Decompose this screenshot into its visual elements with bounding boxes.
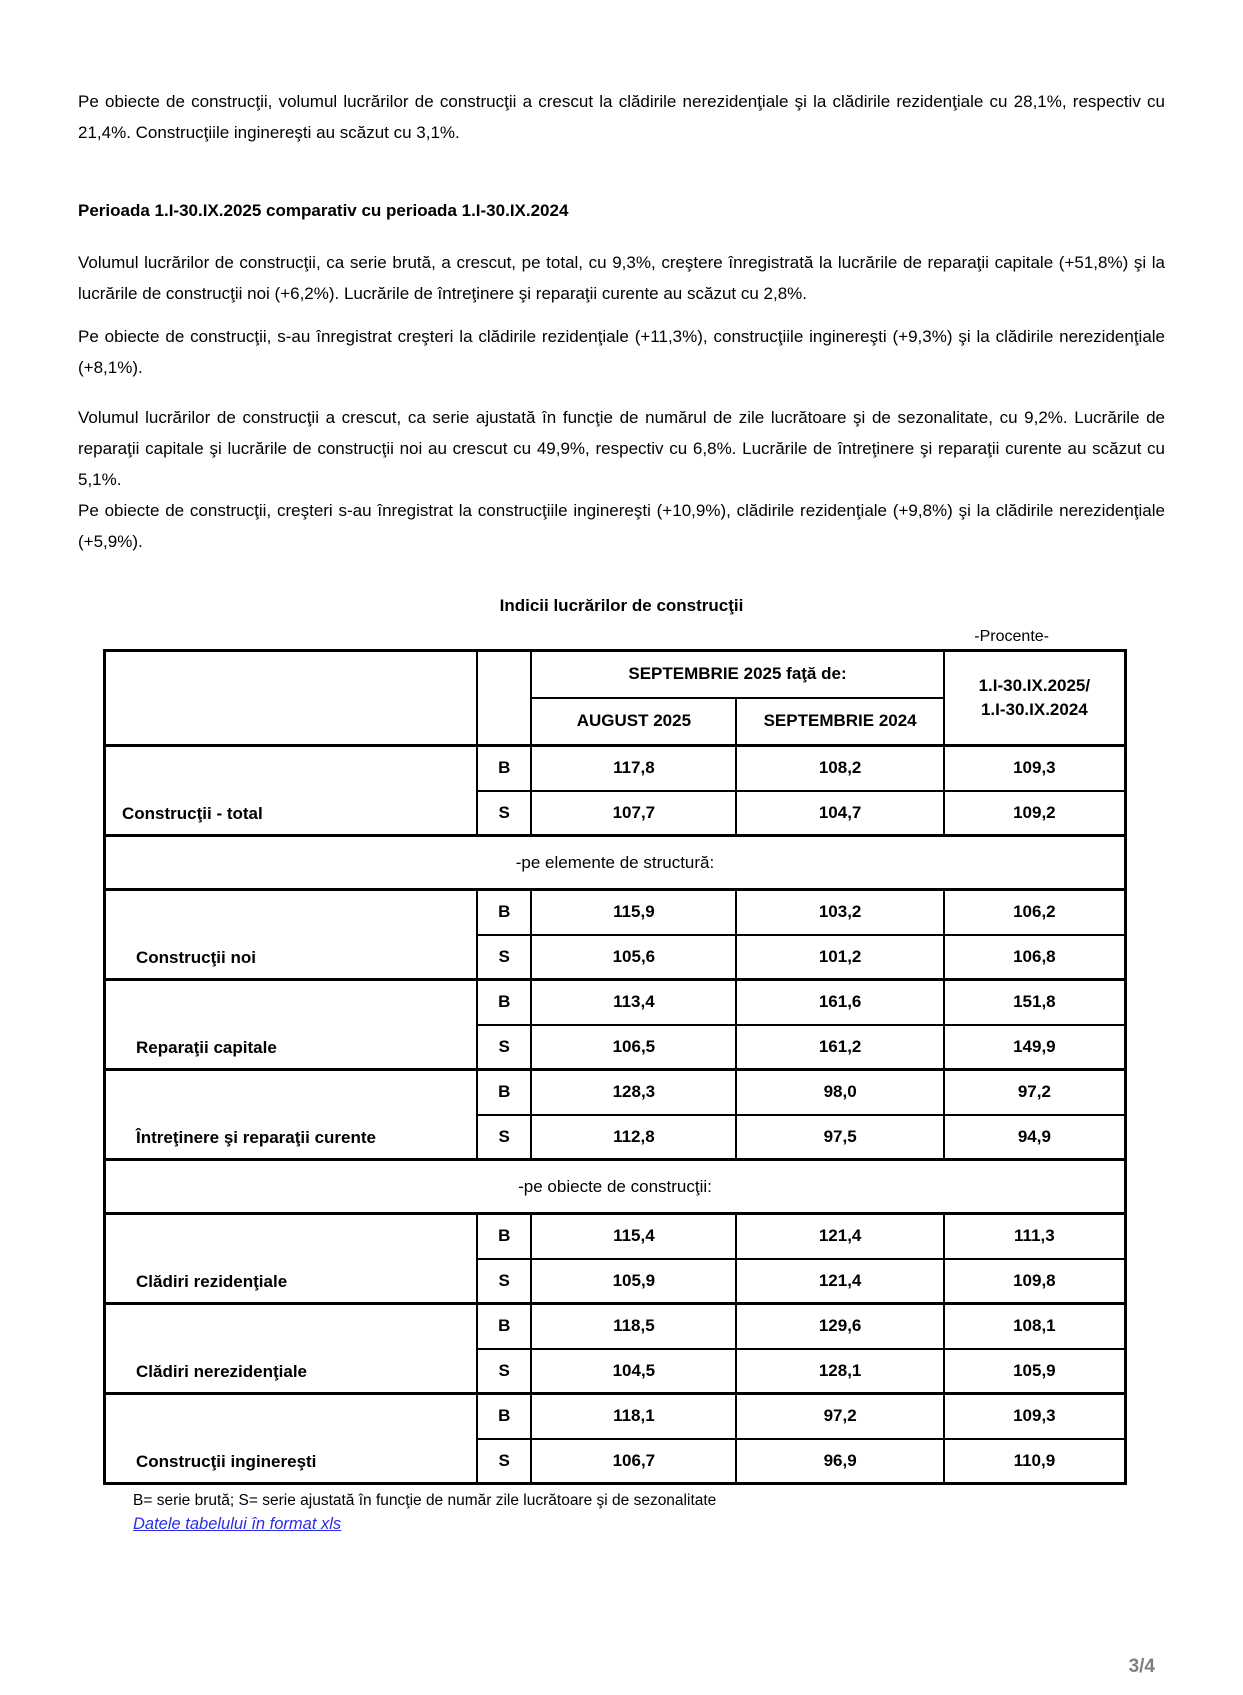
- value-cell: 149,9: [944, 1025, 1126, 1070]
- value-cell: 109,2: [944, 791, 1126, 836]
- value-cell: 106,5: [531, 1025, 736, 1070]
- series-code-s: S: [477, 1259, 531, 1304]
- unit-label: -Procente-: [974, 628, 1049, 645]
- paragraph-gross-series: Volumul lucrărilor de construcţii, ca serie brută, a crescut, pe total, cu 9,3%, creştere înregistrată la lucrările de reparaţii capitale (+51,8%) şi la lucrările de construcţii noi (+6,2%). Lucrările de întreţinere şi reparaţii curente au scăzut cu 2,8%.: [78, 253, 1165, 303]
- series-code-b: B: [477, 980, 531, 1025]
- paragraph-adjusted-series: Volumul lucrărilor de construcţii a crescut, ca serie ajustată în funcţie de numărul de zile lucrătoare şi de sezonalitate, cu 9,2%. Lucrările de reparaţii capitale şi lucrările de construcţii noi au crescut cu 49,9%, respectiv cu 6,8%. Lucrările de întreţinere şi reparaţii curente au scăzut cu 5,1%.: [78, 408, 1165, 489]
- row-label-new: Construcţii noi: [105, 890, 478, 980]
- series-code-s: S: [477, 935, 531, 980]
- header-period-line1: 1.I-30.IX.2025/: [978, 676, 1091, 695]
- value-cell: 115,4: [531, 1214, 736, 1259]
- table-wrapper: [103, 627, 1127, 1485]
- value-cell: 97,2: [736, 1394, 943, 1439]
- header-september-cell: SEPTEMBRIE 2024: [736, 698, 943, 746]
- series-code-s: S: [477, 1349, 531, 1394]
- value-cell: 97,5: [736, 1115, 943, 1160]
- row-label-capital-repairs: Reparaţii capitale: [105, 980, 478, 1070]
- paragraph-objects-gross: Pe obiecte de construcţii, s-au înregistrat creşteri la clădirile rezidenţiale (+11,3%), construcţiile inginereşti (+9,3%) şi la clădirile nerezidenţiale (+8,1%).: [78, 327, 1165, 377]
- paragraph-month-objects: Pe obiecte de construcţii, volumul lucrărilor de construcţii a crescut la clădirile nerezidenţiale şi la clădirile rezidenţiale cu 28,1%, respectiv cu 21,4%. Construcţiile inginereşti au scăzut cu 3,1%.: [78, 92, 1165, 142]
- xls-link[interactable]: Datele tabelului în format xls: [133, 1515, 342, 1533]
- value-cell: 106,7: [531, 1439, 736, 1484]
- value-cell: 108,2: [736, 746, 943, 791]
- value-cell: 111,3: [944, 1214, 1126, 1259]
- value-cell: 106,2: [944, 890, 1126, 935]
- value-cell: 109,3: [944, 1394, 1126, 1439]
- header-period-line2: 1.I-30.IX.2024: [980, 700, 1088, 719]
- series-code-b: B: [477, 1394, 531, 1439]
- header-empty-label-cell: [105, 651, 478, 746]
- series-code-b: B: [477, 1070, 531, 1115]
- paragraph-objects-adjusted: Pe obiecte de construcţii, creşteri s-au înregistrat la construcţiile inginereşti (+10,9%), clădirile rezidenţiale (+9,8%) şi la clădirile nerezidenţiale (+5,9%).: [78, 501, 1165, 551]
- series-code-b: B: [477, 1304, 531, 1349]
- value-cell: 94,9: [944, 1115, 1126, 1160]
- section-row-structure: -pe elemente de structură:: [105, 836, 1126, 890]
- value-cell: 121,4: [736, 1214, 943, 1259]
- value-cell: 98,0: [736, 1070, 943, 1115]
- value-cell: 115,9: [531, 890, 736, 935]
- table-title: Indicii lucrărilor de construcţii: [499, 596, 744, 615]
- row-label-civil-engineering: Construcţii inginereşti: [105, 1394, 478, 1484]
- section-row-objects: -pe obiecte de construcţii:: [105, 1160, 1126, 1214]
- value-cell: 121,4: [736, 1259, 943, 1304]
- value-cell: 161,2: [736, 1025, 943, 1070]
- value-cell: 109,8: [944, 1259, 1126, 1304]
- header-span-cell: SEPTEMBRIE 2025 faţă de:: [531, 651, 943, 698]
- series-code-b: B: [477, 890, 531, 935]
- table-footnote: B= serie brută; S= serie ajustată în funcţie de număr zile lucrătoare şi de sezonalitate: [133, 1492, 717, 1509]
- row-label-nonresidential: Clădiri nerezidenţiale: [105, 1304, 478, 1394]
- series-code-b: B: [477, 1214, 531, 1259]
- series-code-s: S: [477, 1025, 531, 1070]
- value-cell: 97,2: [944, 1070, 1126, 1115]
- value-cell: 161,6: [736, 980, 943, 1025]
- value-cell: 101,2: [736, 935, 943, 980]
- value-cell: 118,1: [531, 1394, 736, 1439]
- value-cell: 129,6: [736, 1304, 943, 1349]
- body-text: [78, 86, 1165, 557]
- value-cell: 112,8: [531, 1115, 736, 1160]
- value-cell: 96,9: [736, 1439, 943, 1484]
- row-label-total: Construcţii - total: [105, 746, 478, 836]
- value-cell: 104,7: [736, 791, 943, 836]
- header-period-cell: [944, 651, 1126, 746]
- construction-indices-table: [103, 649, 1127, 1485]
- value-cell: 128,3: [531, 1070, 736, 1115]
- series-code-s: S: [477, 1115, 531, 1160]
- value-cell: 108,1: [944, 1304, 1126, 1349]
- value-cell: 105,9: [944, 1349, 1126, 1394]
- value-cell: 109,3: [944, 746, 1126, 791]
- series-code-b: B: [477, 746, 531, 791]
- series-code-s: S: [477, 791, 531, 836]
- value-cell: 105,6: [531, 935, 736, 980]
- value-cell: 128,1: [736, 1349, 943, 1394]
- value-cell: 110,9: [944, 1439, 1126, 1484]
- period-heading: Perioada 1.I-30.IX.2025 comparativ cu perioada 1.I-30.IX.2024: [78, 201, 569, 220]
- value-cell: 151,8: [944, 980, 1126, 1025]
- row-label-maintenance: Întreţinere şi reparaţii curente: [105, 1070, 478, 1160]
- row-label-residential: Clădiri rezidenţiale: [105, 1214, 478, 1304]
- header-empty-code-cell: [477, 651, 531, 746]
- value-cell: 118,5: [531, 1304, 736, 1349]
- page-number: 3/4: [1128, 1656, 1155, 1677]
- value-cell: 107,7: [531, 791, 736, 836]
- value-cell: 104,5: [531, 1349, 736, 1394]
- value-cell: 105,9: [531, 1259, 736, 1304]
- value-cell: 113,4: [531, 980, 736, 1025]
- header-august-cell: AUGUST 2025: [531, 698, 736, 746]
- value-cell: 103,2: [736, 890, 943, 935]
- value-cell: 117,8: [531, 746, 736, 791]
- series-code-s: S: [477, 1439, 531, 1484]
- value-cell: 106,8: [944, 935, 1126, 980]
